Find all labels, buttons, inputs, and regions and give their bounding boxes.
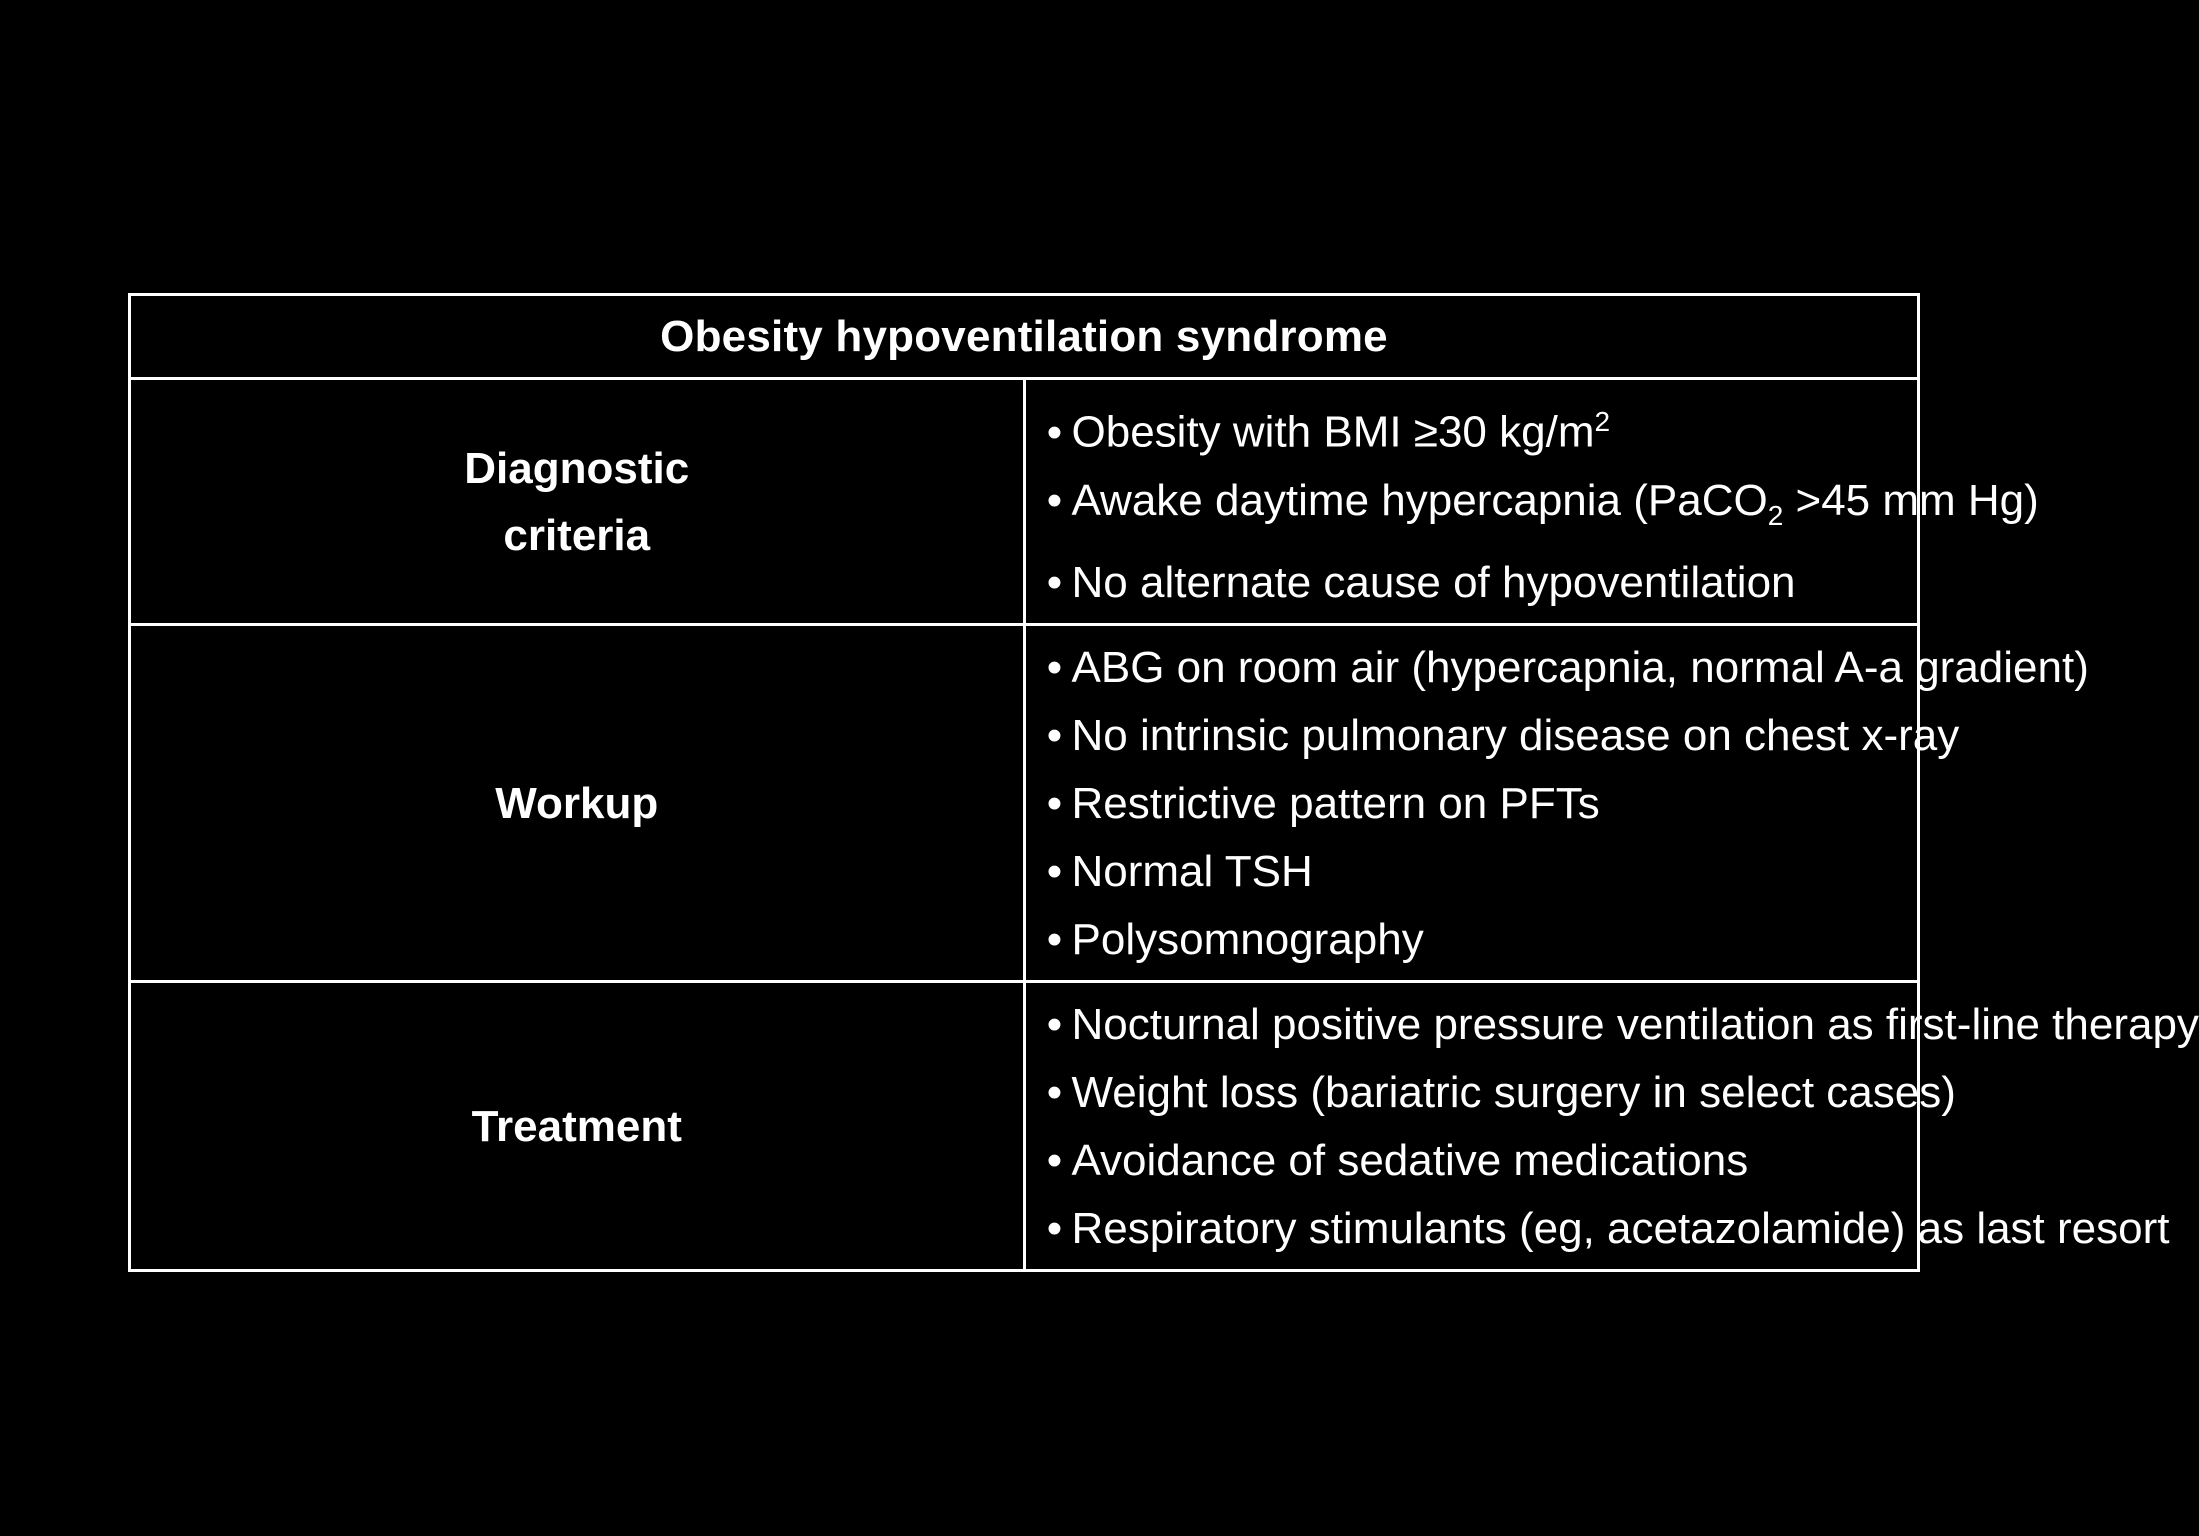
bullet-list	[1038, 634, 2089, 974]
bullet-icon: •	[1046, 847, 1063, 897]
list-item	[1038, 549, 1918, 617]
list-item	[1038, 634, 2089, 702]
item-text: Polysomnography	[1071, 915, 1424, 965]
item-text: Restrictive pattern on PFTs	[1071, 779, 1600, 829]
item-text: Respiratory stimulants (eg, acetazolamide) as last resort	[1071, 1204, 2170, 1254]
list-item	[1038, 1059, 1956, 1127]
bullet-icon: •	[1046, 915, 1063, 965]
bullet-icon: •	[1046, 643, 1063, 693]
row-label-treatment: Treatment	[130, 982, 1025, 1271]
row-label-line: criteria	[503, 510, 651, 560]
list-item	[1038, 702, 1960, 770]
item-text: No alternate cause of hypoventilation	[1071, 558, 1796, 608]
item-text-after: >45 mm Hg)	[1783, 475, 2039, 525]
item-text: No intrinsic pulmonary disease on chest x-ray	[1071, 711, 1960, 761]
item-text: Nocturnal positive pressure ventilation as first-line therapy	[1071, 1000, 2199, 1050]
bullet-icon: •	[1046, 558, 1063, 608]
row-content-treatment	[1024, 982, 2199, 1271]
list-item	[1038, 838, 1918, 906]
list-item	[1038, 1195, 2170, 1263]
item-text: Avoidance of sedative medications	[1071, 1136, 1749, 1186]
table-title: Obesity hypoventilation syndrome	[130, 295, 1919, 379]
table-row-diagnostic-criteria	[130, 379, 1919, 625]
list-item	[1038, 770, 1918, 838]
list-item	[1038, 388, 1918, 467]
bullet-icon: •	[1046, 407, 1063, 457]
table-row-treatment	[130, 982, 1919, 1271]
bullet-icon: •	[1046, 475, 1063, 525]
row-label-line: Diagnostic	[464, 443, 690, 493]
row-label-diagnostic-criteria	[130, 379, 1025, 625]
list-item	[1038, 906, 1918, 974]
row-content-diagnostic-criteria	[1024, 379, 2039, 625]
bullet-list	[1038, 991, 2199, 1263]
bullet-list	[1038, 388, 2039, 617]
superscript: 2	[1594, 406, 1611, 437]
table-row-workup	[130, 625, 1919, 982]
item-text: Normal TSH	[1071, 847, 1313, 897]
list-item	[1038, 1127, 1918, 1195]
bullet-icon: •	[1046, 1000, 1063, 1050]
row-label-workup: Workup	[130, 625, 1025, 982]
subscript: 2	[1767, 499, 1784, 531]
item-text: ABG on room air (hypercapnia, normal A-a gradient)	[1071, 643, 2089, 693]
list-item	[1038, 991, 2199, 1059]
list-item	[1038, 467, 2039, 550]
ohs-summary-table	[128, 293, 2199, 1272]
item-text: Awake daytime hypercapnia (PaCO	[1071, 475, 1768, 525]
table-title-row	[130, 295, 1919, 379]
bullet-icon: •	[1046, 1068, 1063, 1118]
item-text: Weight loss (bariatric surgery in select cases)	[1071, 1068, 1956, 1118]
item-text: Obesity with BMI ≥30 kg/m	[1071, 407, 1595, 457]
row-content-workup	[1024, 625, 2089, 982]
bullet-icon: •	[1046, 1204, 1063, 1254]
bullet-icon: •	[1046, 1136, 1063, 1186]
bullet-icon: •	[1046, 711, 1063, 761]
bullet-icon: •	[1046, 779, 1063, 829]
